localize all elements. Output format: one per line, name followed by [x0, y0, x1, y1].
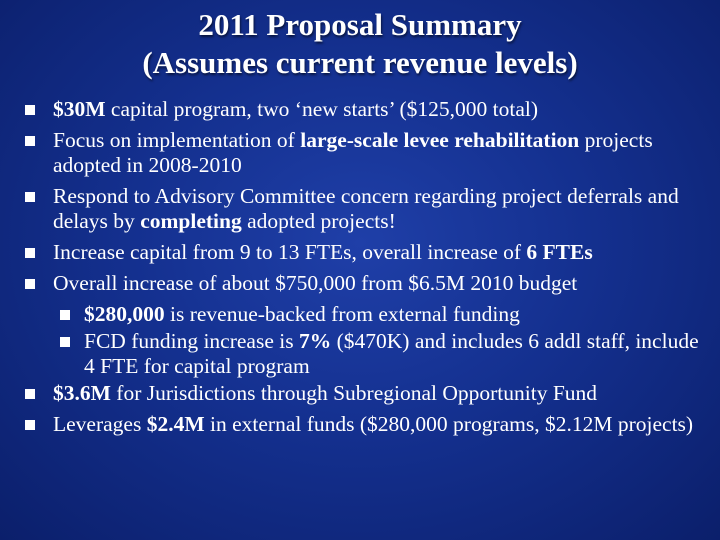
square-bullet-icon: [25, 105, 35, 115]
bullet-item: [24, 412, 704, 437]
bullet-list: [24, 97, 704, 443]
square-bullet-icon: [25, 248, 35, 258]
bullet-text-bold: 7%: [298, 329, 332, 353]
bullet-text-bold: $3.6M: [53, 381, 111, 405]
bullet-text: Respond to Advisory Committee concern regarding project deferrals and delays by: [53, 184, 679, 233]
bullet-text: capital program, two ‘new starts’ ($125,000 total): [105, 97, 539, 121]
bullet-text-bold: 6 FTEs: [526, 240, 593, 264]
bullet-text-bold: $30M: [53, 97, 106, 121]
bullet-item: [24, 97, 704, 122]
bullet-text: projects adopted in 2008-2010: [53, 128, 653, 177]
bullet-item: [24, 184, 704, 234]
bullet-text-bold: $280,000: [84, 302, 165, 326]
square-bullet-icon: [60, 337, 70, 347]
bullet-text: for Jurisdictions through Subregional Opportunity Fund: [110, 381, 598, 405]
bullet-text: in external funds ($280,000 programs, $2.12M projects): [204, 412, 694, 436]
title-line-2: (Assumes current revenue levels): [142, 45, 578, 80]
bullet-text: Focus on implementation of: [53, 128, 301, 152]
bullet-item: [24, 240, 704, 265]
bullet-text: is revenue-backed from external funding: [164, 302, 520, 326]
bullet-text: Increase capital from 9 to 13 FTEs, overall increase of: [53, 240, 527, 264]
bullet-text: adopted projects!: [241, 209, 396, 233]
bullet-text-bold: completing: [140, 209, 242, 233]
sub-bullet-item: [24, 302, 704, 327]
bullet-text: FCD funding increase is: [84, 329, 299, 353]
bullet-text-bold: large-scale levee rehabilitation: [300, 128, 580, 152]
bullet-text: Overall increase of about $750,000 from $6.5M 2010 budget: [53, 271, 578, 295]
bullet-text: ($470K) and includes 6 addl staff, include 4 FTE for capital program: [84, 329, 699, 378]
square-bullet-icon: [25, 192, 35, 202]
square-bullet-icon: [25, 136, 35, 146]
bullet-text-bold: $2.4M: [146, 412, 205, 436]
square-bullet-icon: [25, 389, 35, 399]
square-bullet-icon: [25, 420, 35, 430]
square-bullet-icon: [60, 310, 70, 320]
bullet-item: [24, 381, 704, 406]
sub-bullet-item: [24, 329, 704, 379]
bullet-item: [24, 271, 704, 296]
square-bullet-icon: [25, 279, 35, 289]
bullet-text: Leverages: [53, 412, 147, 436]
slide-title: [0, 6, 720, 82]
bullet-item: [24, 128, 704, 178]
title-line-1: 2011 Proposal Summary: [198, 7, 522, 42]
